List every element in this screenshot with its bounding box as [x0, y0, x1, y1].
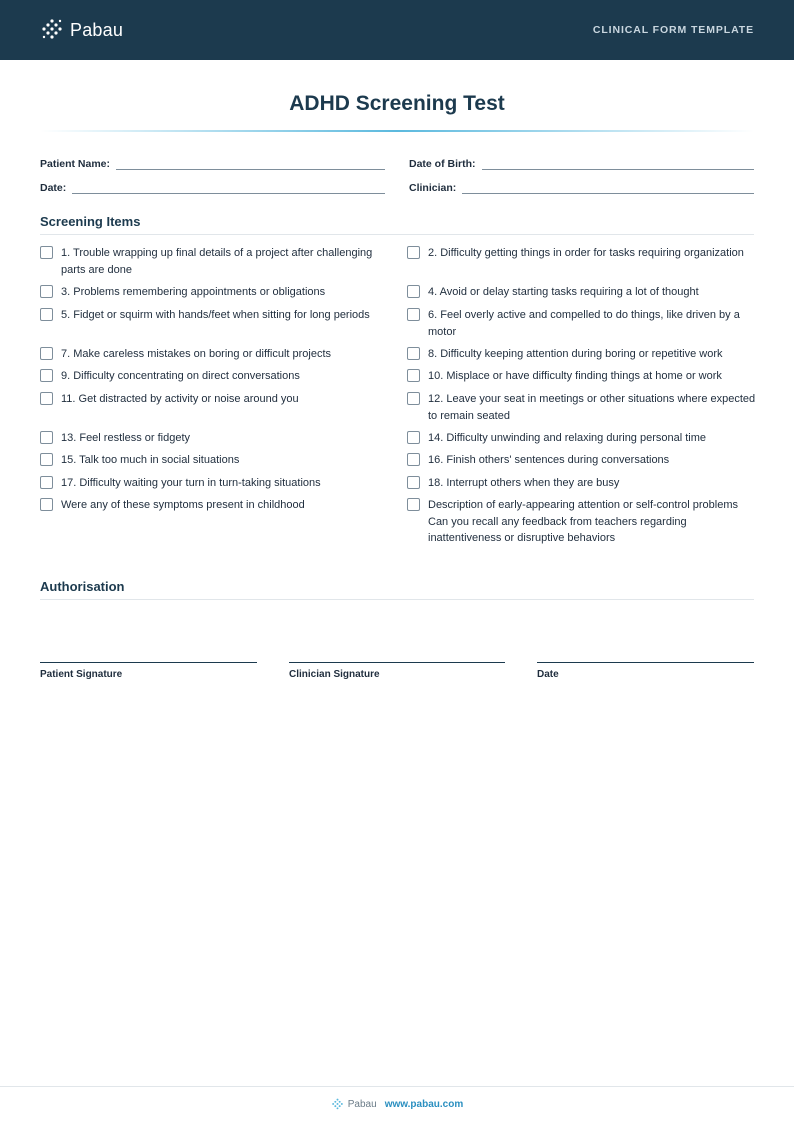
brand [40, 18, 123, 42]
screening-item-text: 2. Difficulty getting things in order for tasks requiring organization [428, 247, 744, 259]
screening-item-text: 18. Interrupt others when they are busy [428, 477, 620, 489]
screening-item-14[interactable] [407, 430, 757, 447]
screening-item-text: 3. Problems remembering appointments or obligations [61, 286, 326, 298]
checkbox[interactable] [407, 392, 420, 405]
screening-item-13[interactable] [40, 430, 390, 447]
screening-item-text: Were any of these symptoms present in childhood [61, 499, 305, 511]
checkbox[interactable] [40, 431, 53, 444]
date-signature-line[interactable] [537, 662, 754, 663]
screening-item-15[interactable] [40, 452, 390, 469]
screening-item-text: 13. Feel restless or fidgety [61, 432, 191, 444]
screening-item-2[interactable] [407, 245, 757, 262]
screening-item-8[interactable] [407, 346, 757, 363]
patient-name-field[interactable] [40, 156, 385, 170]
footer-divider [0, 1086, 794, 1087]
page-footer [0, 1098, 794, 1111]
date-line[interactable] [72, 183, 385, 194]
authorisation-heading: Authorisation [40, 579, 125, 594]
checkbox[interactable] [40, 285, 53, 298]
checkbox[interactable] [407, 369, 420, 382]
form-type-label: CLINICAL FORM TEMPLATE [592, 24, 754, 36]
screening-divider [40, 234, 754, 235]
screening-item-text: 15. Talk too much in social situations [61, 454, 240, 466]
screening-item-text: 9. Difficulty concentrating on direct conversations [61, 370, 300, 382]
clinician-signature-label: Clinician Signature [289, 669, 380, 680]
footer-website-link[interactable]: www.pabau.com [384, 1099, 464, 1110]
date-of-birth-line[interactable] [482, 159, 755, 170]
screening-item-18[interactable] [407, 475, 757, 492]
screening-item-11[interactable] [40, 391, 390, 408]
checkbox[interactable] [407, 498, 420, 511]
patient-signature-label: Patient Signature [40, 669, 123, 680]
checkbox[interactable] [407, 347, 420, 360]
patient-signature-line[interactable] [40, 662, 257, 663]
date-label: Date: [40, 182, 67, 194]
screening-item-4[interactable] [407, 284, 757, 301]
pabau-logo-icon [40, 18, 64, 42]
screening-item-text: 12. Leave your seat in meetings or other situations where expected to remain seated [428, 393, 756, 422]
clinician-field[interactable] [409, 180, 754, 194]
checkbox[interactable] [40, 308, 53, 321]
screening-item-childhood[interactable] [40, 497, 390, 514]
authorisation-divider [40, 599, 754, 600]
screening-item-text: 16. Finish others' sentences during conversations [428, 454, 670, 466]
screening-item-text: 5. Fidget or squirm with hands/feet when sitting for long periods [61, 309, 370, 321]
date-of-birth-field[interactable] [409, 156, 754, 170]
screening-item-text: 17. Difficulty waiting your turn in turn-taking situations [61, 477, 321, 489]
screening-item-text: 1. Trouble wrapping up final details of a project after challenging parts are done [61, 247, 373, 276]
footer-brand-name: Pabau [347, 1099, 377, 1110]
checkbox[interactable] [407, 285, 420, 298]
screening-item-9[interactable] [40, 368, 390, 385]
date-field[interactable] [40, 180, 385, 194]
checkbox[interactable] [40, 476, 53, 489]
checkbox[interactable] [40, 392, 53, 405]
date-signature-label: Date [537, 669, 559, 680]
screening-item-7[interactable] [40, 346, 390, 363]
screening-item-17[interactable] [40, 475, 390, 492]
checkbox[interactable] [407, 246, 420, 259]
date-of-birth-label: Date of Birth: [409, 158, 476, 170]
screening-item-description[interactable] [407, 497, 757, 547]
screening-item-3[interactable] [40, 284, 390, 301]
screening-item-10[interactable] [407, 368, 757, 385]
checkbox[interactable] [40, 498, 53, 511]
brand-name: Pabau [70, 19, 124, 40]
checkbox[interactable] [407, 476, 420, 489]
screening-item-text: 6. Feel overly active and compelled to do things, like driven by a motor [428, 309, 740, 338]
screening-item-text: 8. Difficulty keeping attention during boring or repetitive work [428, 348, 723, 360]
screening-item-5[interactable] [40, 307, 390, 324]
checkbox[interactable] [40, 453, 53, 466]
patient-name-line[interactable] [116, 159, 385, 170]
checkbox[interactable] [40, 369, 53, 382]
clinician-line[interactable] [462, 183, 754, 194]
checkbox[interactable] [407, 308, 420, 321]
page-title: ADHD Screening Test [289, 92, 505, 115]
checkbox[interactable] [407, 453, 420, 466]
screening-item-text: 7. Make careless mistakes on boring or difficult projects [61, 348, 332, 360]
patient-name-label: Patient Name: [40, 158, 111, 170]
screening-item-text: 14. Difficulty unwinding and relaxing during personal time [428, 432, 707, 444]
screening-item-1[interactable] [40, 245, 390, 278]
title-divider [40, 130, 754, 132]
screening-heading: Screening Items [40, 214, 141, 229]
clinician-label: Clinician: [409, 182, 457, 194]
checkbox[interactable] [40, 347, 53, 360]
page-header [0, 0, 794, 60]
screening-item-16[interactable] [407, 452, 757, 469]
checkbox[interactable] [407, 431, 420, 444]
screening-item-text: 4. Avoid or delay starting tasks requiring a lot of thought [428, 286, 699, 298]
footer-brand [331, 1098, 377, 1111]
clinician-signature-line[interactable] [289, 662, 505, 663]
screening-item-text: 11. Get distracted by activity or noise around you [61, 393, 299, 405]
pabau-logo-icon [331, 1098, 344, 1111]
screening-item-text: 10. Misplace or have difficulty finding things at home or work [428, 370, 722, 382]
checkbox[interactable] [40, 246, 53, 259]
screening-item-12[interactable] [407, 391, 757, 424]
screening-item-6[interactable] [407, 307, 757, 340]
screening-item-text: Description of early-appearing attention or self-control problems Can you recall any feedback from teachers regarding inattentiveness or disruptive behaviors [428, 499, 738, 544]
